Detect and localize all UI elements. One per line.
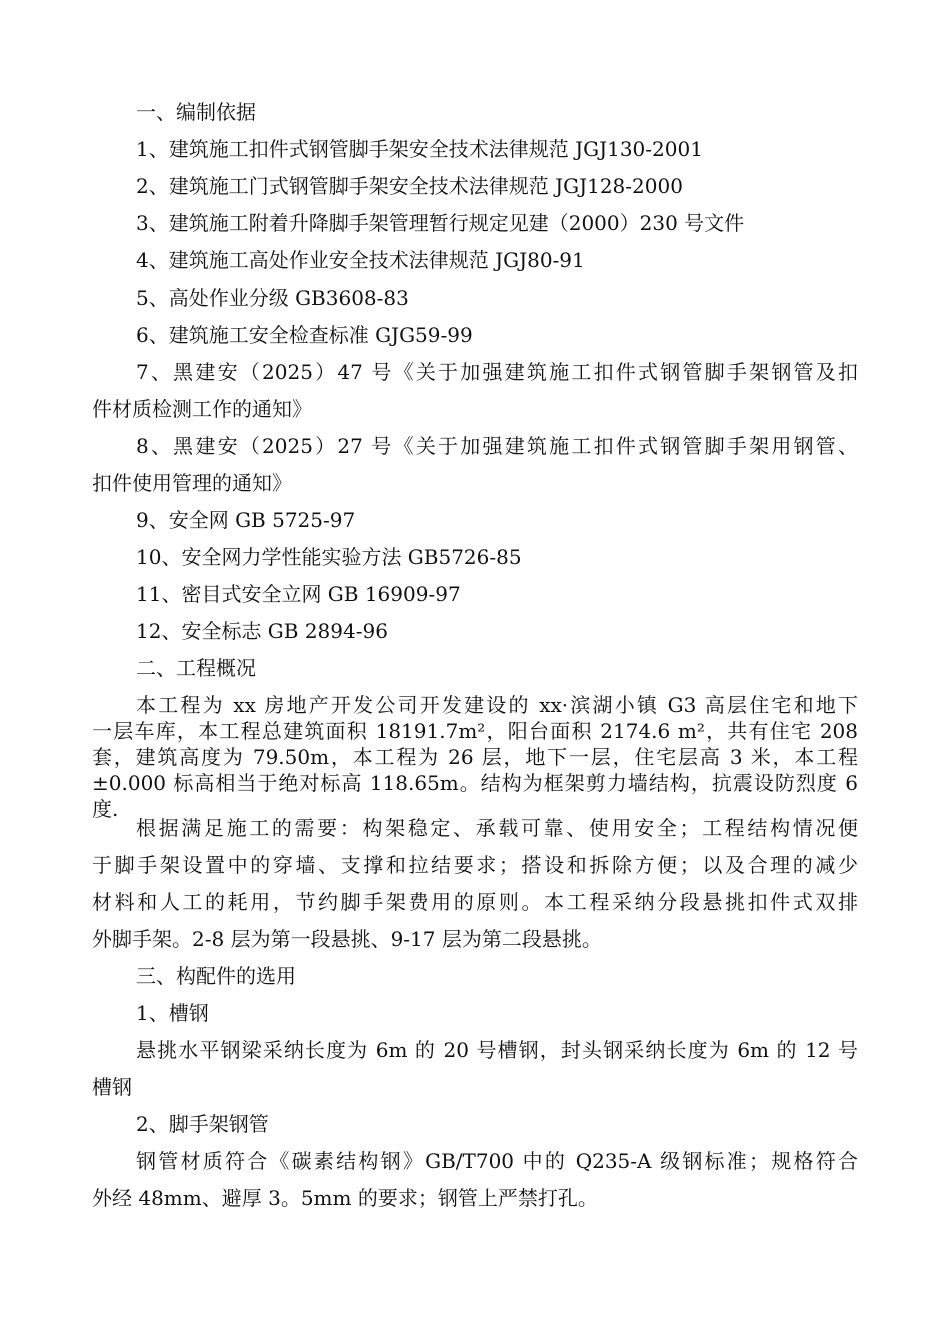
- paragraph-line: 材料和人工的耗用，节约脚手架费用的原则。本工程采纳分段悬挑扣件式双排: [92, 890, 858, 914]
- list-item: 1、建筑施工扣件式钢管脚手架安全技术法律规范 JGJ130-2001: [136, 137, 703, 161]
- list-item: 7、黑建安（2025）47 号《关于加强建筑施工扣件式钢管脚手架钢管及扣: [136, 360, 858, 384]
- list-item: 2、建筑施工门式钢管脚手架安全技术法律规范 JGJ128-2000: [136, 174, 683, 198]
- paragraph-line: 一层车库，本工程总建筑面积 18191.7m²，阳台面积 2174.6 m²，共有住宅 208: [92, 719, 858, 743]
- paragraph-line: 本工程为 xx 房地产开发公司开发建设的 xx·滨湖小镇 G3 高层住宅和地下: [136, 693, 858, 717]
- list-item-continuation: 件材质检测工作的通知》: [92, 397, 312, 421]
- paragraph-line: 套，建筑高度为 79.50m，本工程为 26 层，地下一层，住宅层高 3 米，本工程: [92, 745, 858, 769]
- paragraph-line: 外经 48mm、避厚 3。5mm 的要求；钢管上严禁打孔。: [92, 1186, 598, 1210]
- paragraph-line: ±0.000 标高相当于绝对标高 118.65m。结构为框架剪力墙结构，抗震设防烈度 6: [92, 771, 858, 795]
- subheading-channel-steel: 1、槽钢: [136, 1001, 209, 1025]
- list-item: 11、密目式安全立网 GB 16909-97: [136, 582, 461, 606]
- subheading-scaffold-tube: 2、脚手架钢管: [136, 1112, 269, 1136]
- list-item: 12、安全标志 GB 2894-96: [136, 619, 388, 643]
- paragraph-line: 槽钢: [92, 1075, 132, 1099]
- section-heading-basis: 一、编制依据: [136, 100, 256, 124]
- list-item-continuation: 扣件使用管理的通知》: [92, 471, 292, 495]
- paragraph-line: 外脚手架。2-8 层为第一段悬挑、9-17 层为第二段悬挑。: [92, 927, 602, 951]
- list-item: 5、高处作业分级 GB3608-83: [136, 286, 409, 310]
- list-item: 9、安全网 GB 5725-97: [136, 508, 356, 532]
- section-heading-overview: 二、工程概况: [136, 656, 256, 680]
- list-item: 3、建筑施工附着升降脚手架管理暂行规定见建（2000）230 号文件: [136, 211, 745, 235]
- list-item: 10、安全网力学性能实验方法 GB5726-85: [136, 545, 522, 569]
- list-item: 6、建筑施工安全检查标准 GJG59-99: [136, 323, 473, 347]
- paragraph-line: 悬挑水平钢梁采纳长度为 6m 的 20 号槽钢，封头钢采纳长度为 6m 的 12 号: [136, 1038, 858, 1062]
- list-item: 4、建筑施工高处作业安全技术法律规范 JGJ80-91: [136, 248, 585, 272]
- section-heading-components: 三、构配件的选用: [136, 964, 296, 988]
- paragraph-line: 于脚手架设置中的穿墙、支撑和拉结要求；搭设和拆除方便；以及合理的减少: [92, 853, 858, 877]
- paragraph-line: 根据满足施工的需要：构架稳定、承载可靠、使用安全；工程结构情况便: [136, 816, 858, 840]
- paragraph-line: 度.: [92, 797, 119, 821]
- list-item: 8、黑建安（2025）27 号《关于加强建筑施工扣件式钢管脚手架用钢管、: [136, 434, 858, 458]
- paragraph-line: 钢管材质符合《碳素结构钢》GB/T700 中的 Q235-A 级钢标准；规格符合: [136, 1149, 858, 1173]
